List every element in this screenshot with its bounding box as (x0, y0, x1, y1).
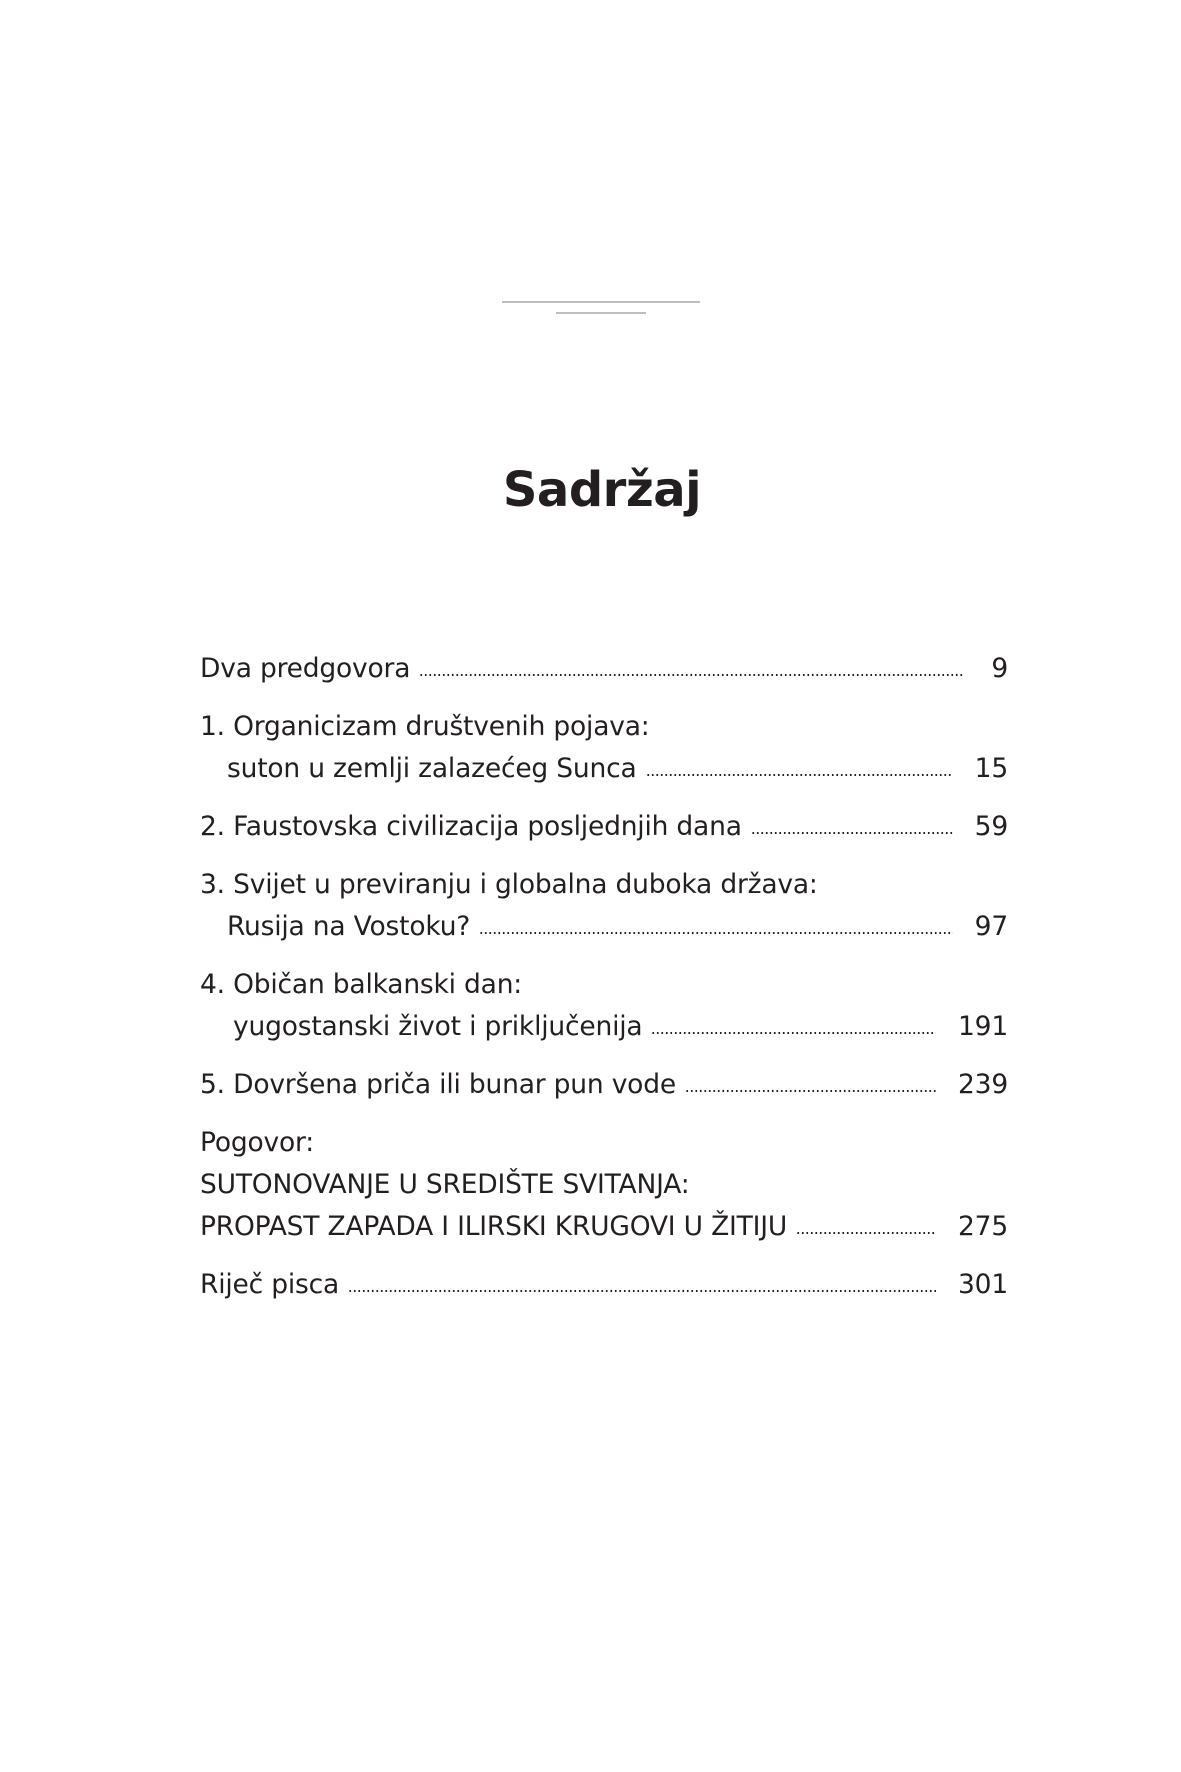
toc-entry-title: 3. Svijet u previranju i globalna duboka država: (200, 869, 818, 900)
toc-entry-chapter-3[interactable] (200, 864, 1008, 948)
toc-entry-title: Riječ pisca (200, 1269, 340, 1300)
toc-entry-chapter-5[interactable] (200, 1064, 1008, 1106)
table-of-contents (200, 648, 1008, 1322)
toc-entry-title: 2. Faustovska civilizacija posljednjih dana (200, 811, 742, 842)
ornament-rule-bottom (556, 312, 646, 314)
toc-entry-subtitle: PROPAST ZAPADA I ILIRSKI KRUGOVI U ŽITIJU (200, 1211, 788, 1242)
dot-leader (646, 774, 953, 776)
ornament-rule-top (502, 301, 700, 303)
dot-leader (348, 1290, 936, 1292)
toc-entry-title: 5. Dovršena priča ili bunar pun vode (200, 1069, 676, 1100)
toc-page-number: 15 (974, 753, 1008, 784)
dot-leader (651, 1032, 936, 1034)
toc-entry-chapter-2[interactable] (200, 806, 1008, 848)
dot-leader (479, 932, 953, 934)
toc-page-number: 275 (958, 1211, 1008, 1242)
toc-page-number: 59 (974, 811, 1008, 842)
toc-page-number: 239 (958, 1069, 1008, 1100)
toc-entry-chapter-4[interactable] (200, 964, 1008, 1048)
toc-entry-title: SUTONOVANJE U SREDIŠTE SVITANJA: (200, 1169, 690, 1200)
toc-page-number: 9 (991, 653, 1008, 684)
dot-leader (796, 1232, 936, 1234)
toc-entry-rijec-pisca[interactable] (200, 1264, 1008, 1306)
page-title: Sadržaj (502, 462, 702, 518)
toc-page-number: 191 (958, 1011, 1008, 1042)
toc-entry-pogovor[interactable] (200, 1122, 1008, 1248)
toc-entry-chapter-1[interactable] (200, 706, 1008, 790)
dot-leader (685, 1090, 936, 1092)
dot-leader (419, 674, 964, 676)
toc-page-number: 301 (958, 1269, 1008, 1300)
toc-page-number: 97 (974, 911, 1008, 942)
toc-entry-dva-predgovora[interactable] (200, 648, 1008, 690)
toc-entry-subtitle: Rusija na Vostoku? (227, 911, 471, 942)
toc-entry-subtitle: suton u zemlji zalazećeg Sunca (227, 753, 637, 784)
toc-entry-title: Dva predgovora (200, 653, 411, 684)
toc-entry-title: 1. Organicizam društvenih pojava: (200, 711, 650, 742)
toc-entry-title: 4. Običan balkanski dan: (200, 969, 523, 1000)
toc-entry-subtitle: yugostanski život i priključenija (233, 1011, 643, 1042)
dot-leader (751, 832, 953, 834)
toc-entry-label: Pogovor: (200, 1127, 314, 1158)
